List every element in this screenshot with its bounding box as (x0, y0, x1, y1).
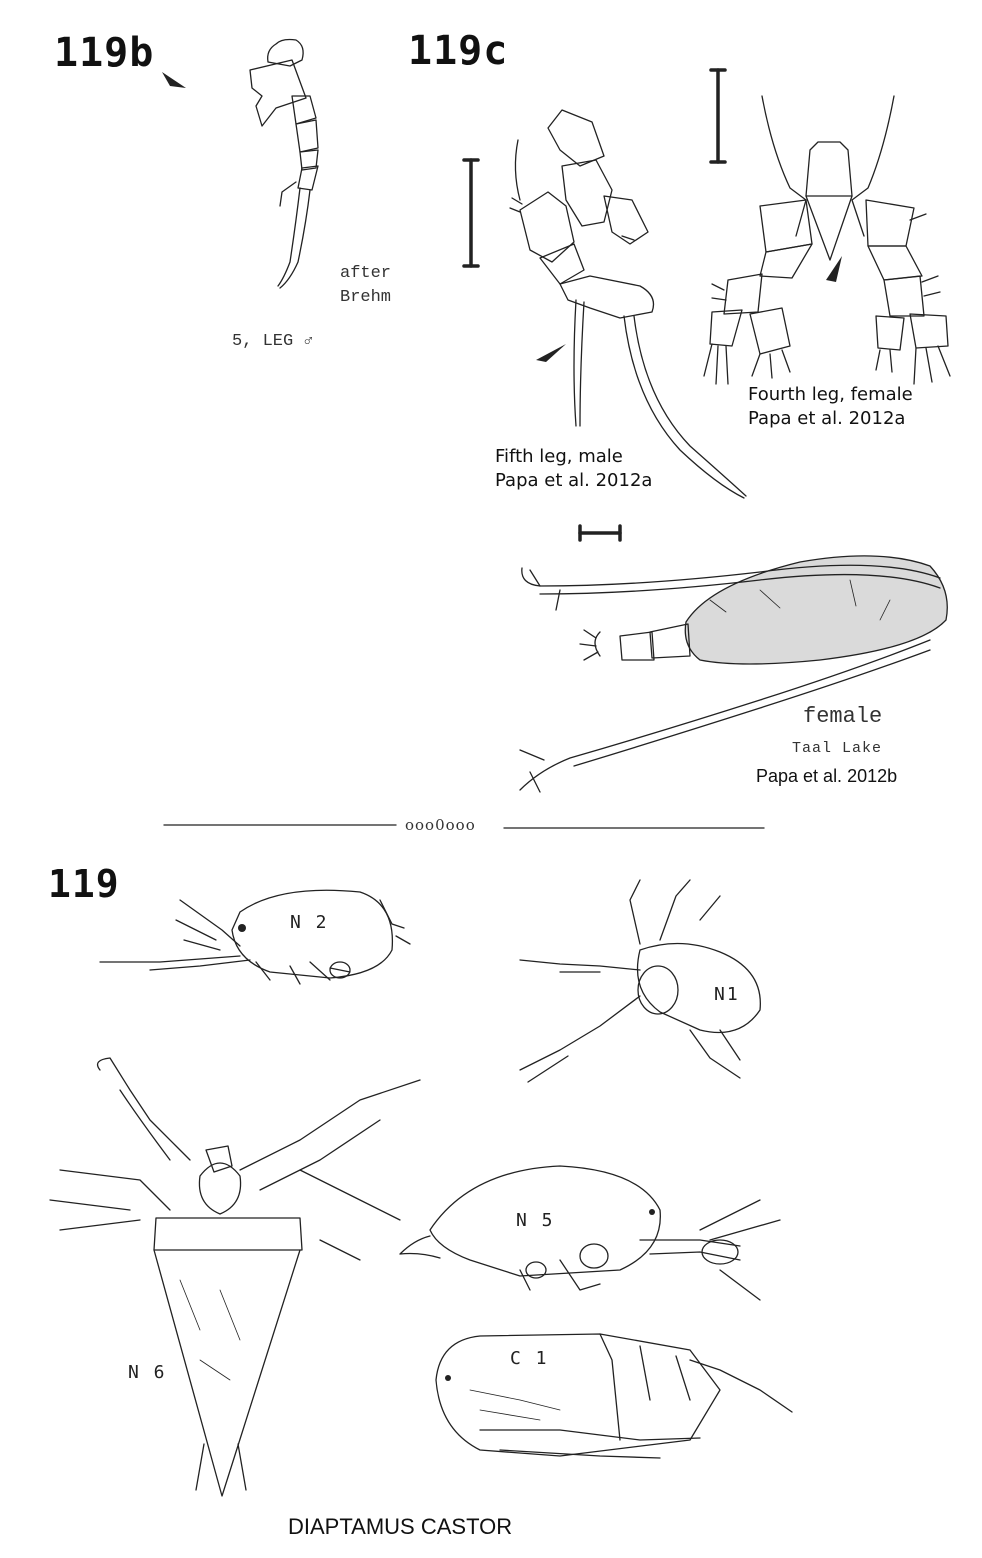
credit-brehm: Brehm (340, 288, 392, 307)
habitus-locality: Taal Lake (792, 740, 883, 757)
habitus-label-female: female (803, 704, 883, 729)
nauplius-n6-drawing (50, 1058, 420, 1496)
leg-label-119b: 5, LEG ♂ (232, 332, 314, 351)
credit-after: after (340, 264, 392, 283)
fourth-leg-source: Papa et al. 2012a (748, 408, 906, 429)
species-title: DIAPTAMUS CASTOR (288, 1514, 513, 1539)
fourth-leg-female-drawing (704, 70, 950, 384)
nauplius-n1-drawing (520, 880, 760, 1082)
fourth-leg-caption: Fourth leg, female (748, 384, 913, 405)
divider-ornament: ooo0ooo (405, 816, 476, 834)
fifth-leg-caption: Fifth leg, male (495, 446, 623, 467)
stage-label-c1: C 1 (510, 1348, 549, 1369)
stage-label-n2: N 2 (290, 912, 329, 933)
fifth-leg-male-drawing (464, 110, 746, 498)
figure-number-119c: 119c (408, 28, 509, 74)
figure-number-119: 119 (48, 862, 120, 906)
habitus-source: Papa et al. 2012b (756, 766, 898, 786)
stage-label-n1: N1 (714, 984, 740, 1005)
nauplius-n5-drawing (400, 1166, 780, 1300)
fifth-leg-source: Papa et al. 2012a (495, 470, 653, 491)
figure-number-119b: 119b (54, 30, 155, 76)
female-habitus-drawing (520, 526, 947, 792)
stage-label-n5: N 5 (516, 1210, 555, 1231)
nauplius-n2-drawing (100, 890, 410, 984)
fifth-leg-drawing-119b (162, 40, 318, 289)
stage-label-n6: N 6 (128, 1362, 167, 1383)
copepodid-c1-drawing (436, 1334, 792, 1458)
